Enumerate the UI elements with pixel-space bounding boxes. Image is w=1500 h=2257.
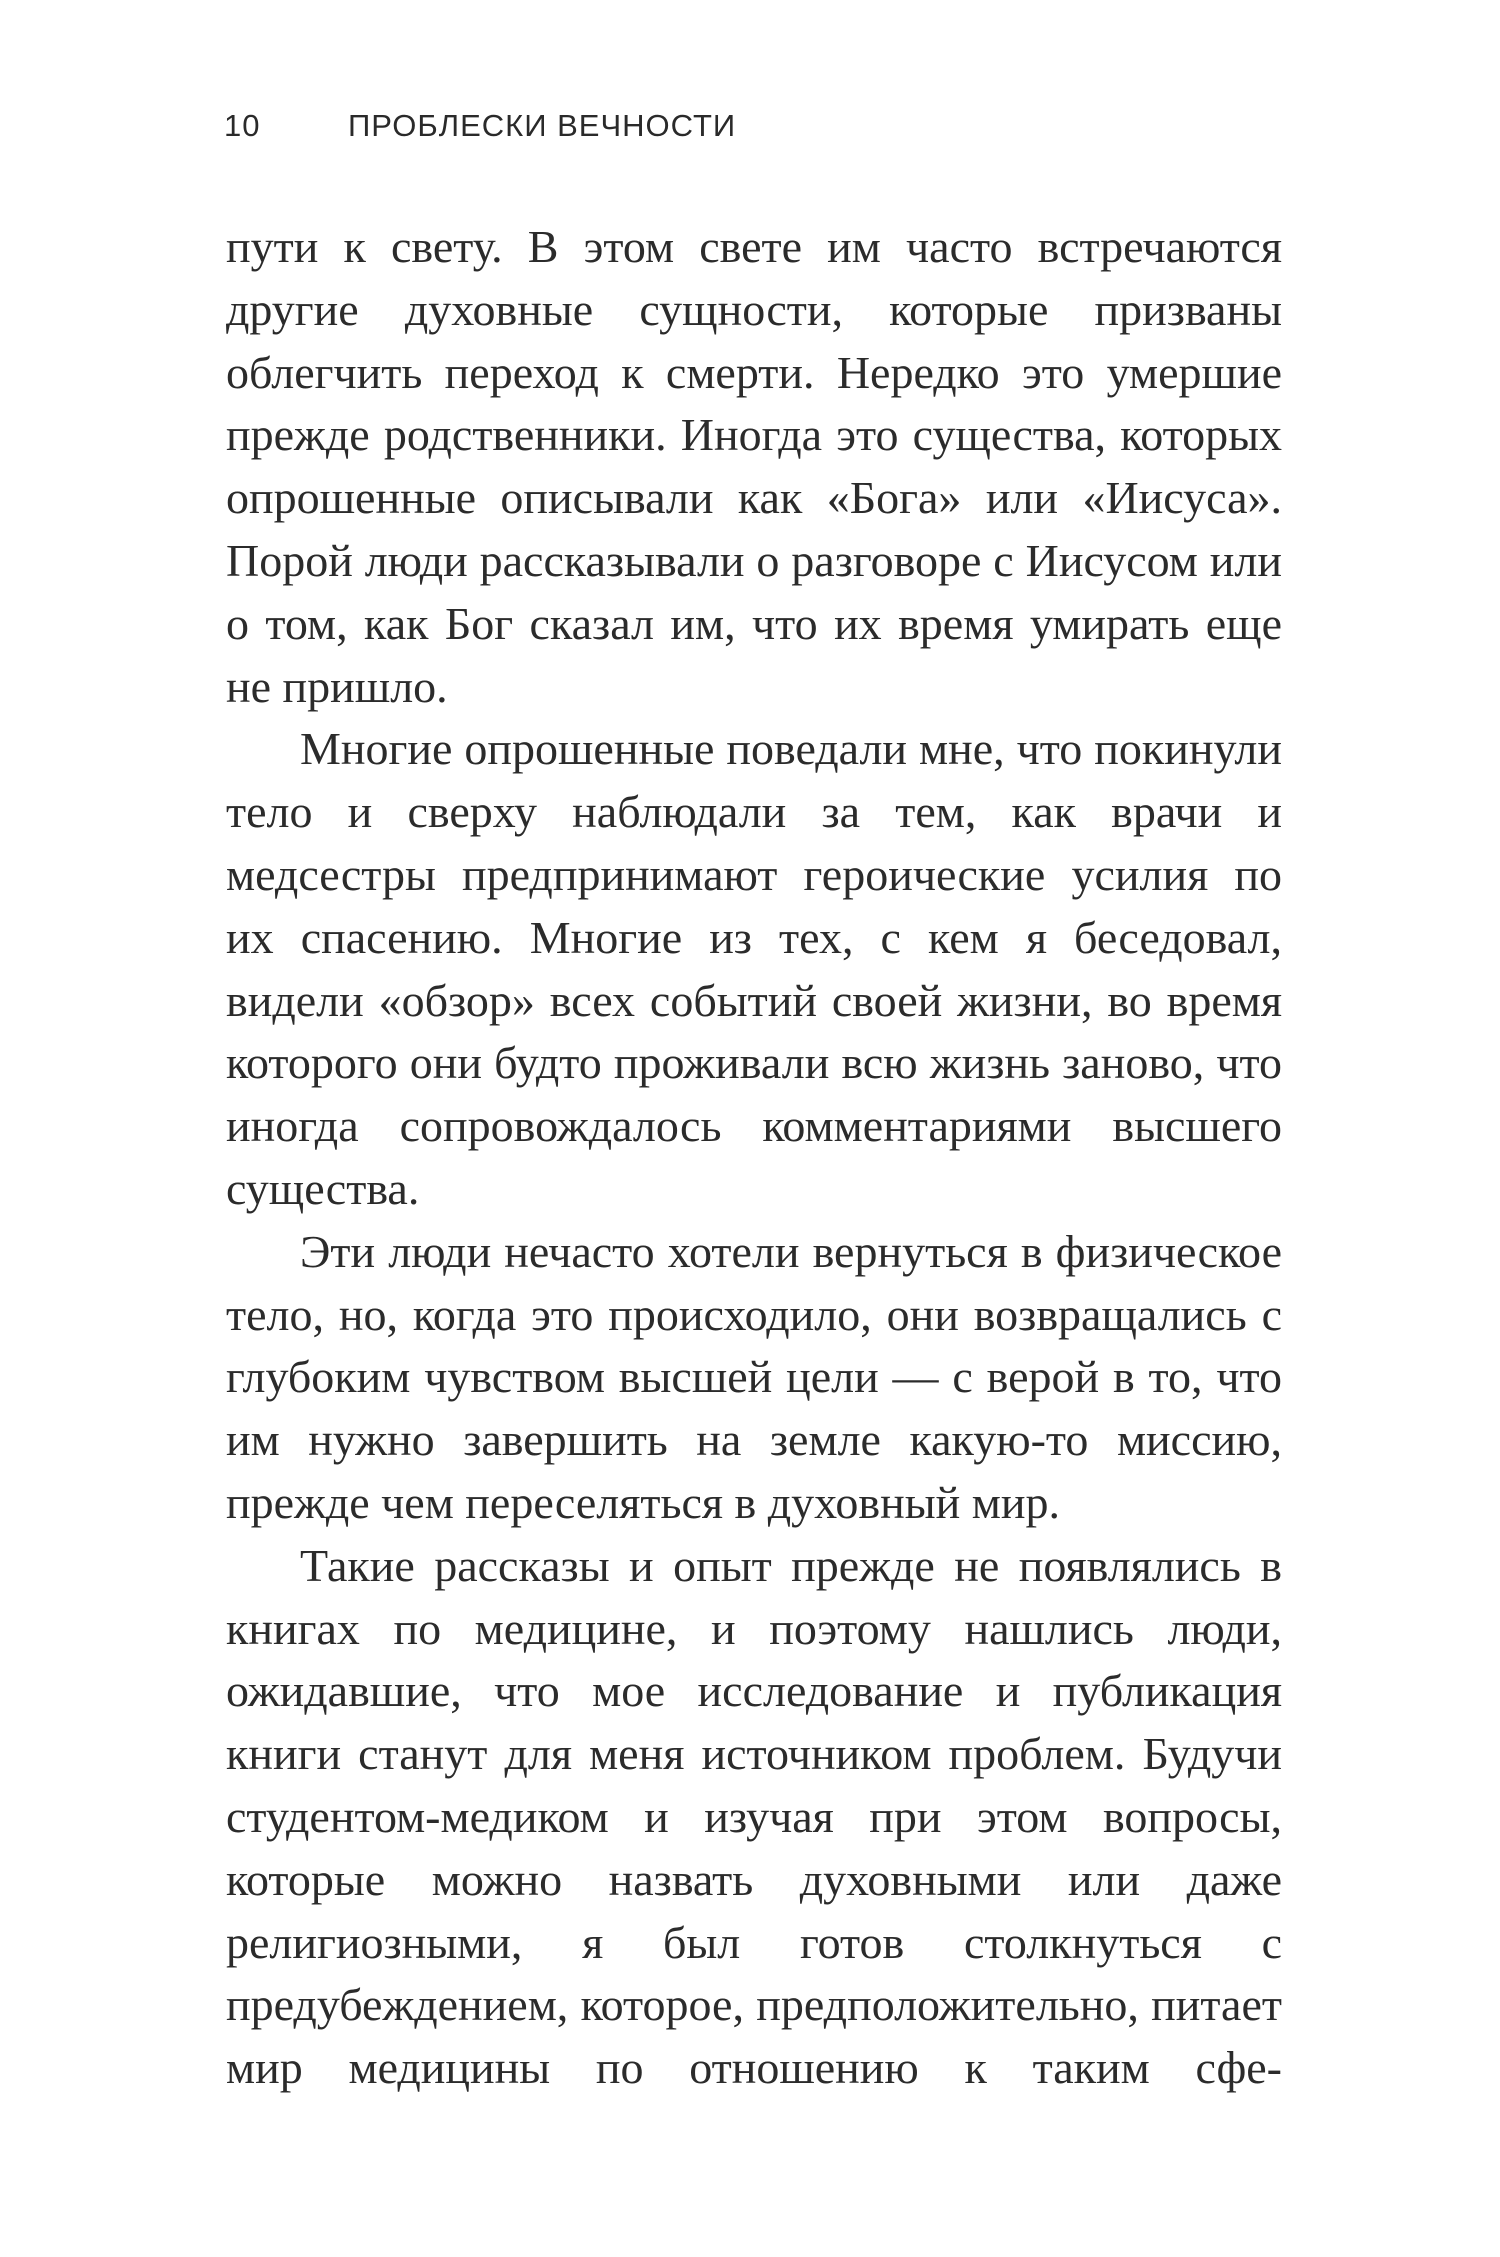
paragraph: Такие рассказы и опыт прежде не появлялись в книгах по медицине, и поэтому нашлись люди, ожидавшие, что мое исследование и публикация книги станут для меня источником проблем. Будучи студентом-медиком и изучая при этом вопросы, которые можно назвать духовными или даже религиозными, я был готов столкнуться с предубеждением, которое, предположительно, питает мир медицины по отношению к таким сфе-: [226, 1539, 1282, 2094]
paragraph-continuation: пути к свету. В этом свете им часто встречаются другие духовные сущности, которые призваны облегчить переход к смерти. Нередко это умершие прежде родственники. Иногда это существа, которых опрошенные описывали как «Бога» или «Иисуса». Порой люди рассказывали о разговоре с Иисусом или о том, как Бог сказал им, что их время умирать еще не пришло.: [226, 221, 1282, 712]
page-number: 10: [224, 108, 261, 143]
paragraph: Эти люди нечасто хотели вернуться в физическое тело, но, когда это происходило, они возвращались с глубоким чувством высшей цели — с верой в то, что им нужно завершить на земле какую-то миссию, прежде чем переселяться в духовный мир.: [226, 1225, 1282, 1528]
body-text: [226, 216, 1282, 2100]
paragraph: Многие опрошенные поведали мне, что покинули тело и сверху наблюдали за тем, как врачи и медсестры предпринимают героические усилия по их спасению. Многие из тех, с кем я беседовал, видели «обзор» всех событий своей жизни, во время которого они будто проживали всю жизнь заново, что иногда сопровождалось комментариями высшего существа.: [226, 723, 1282, 1214]
book-title: ПРОБЛЕСКИ ВЕЧНОСТИ: [348, 108, 737, 143]
running-head: [224, 108, 1284, 148]
